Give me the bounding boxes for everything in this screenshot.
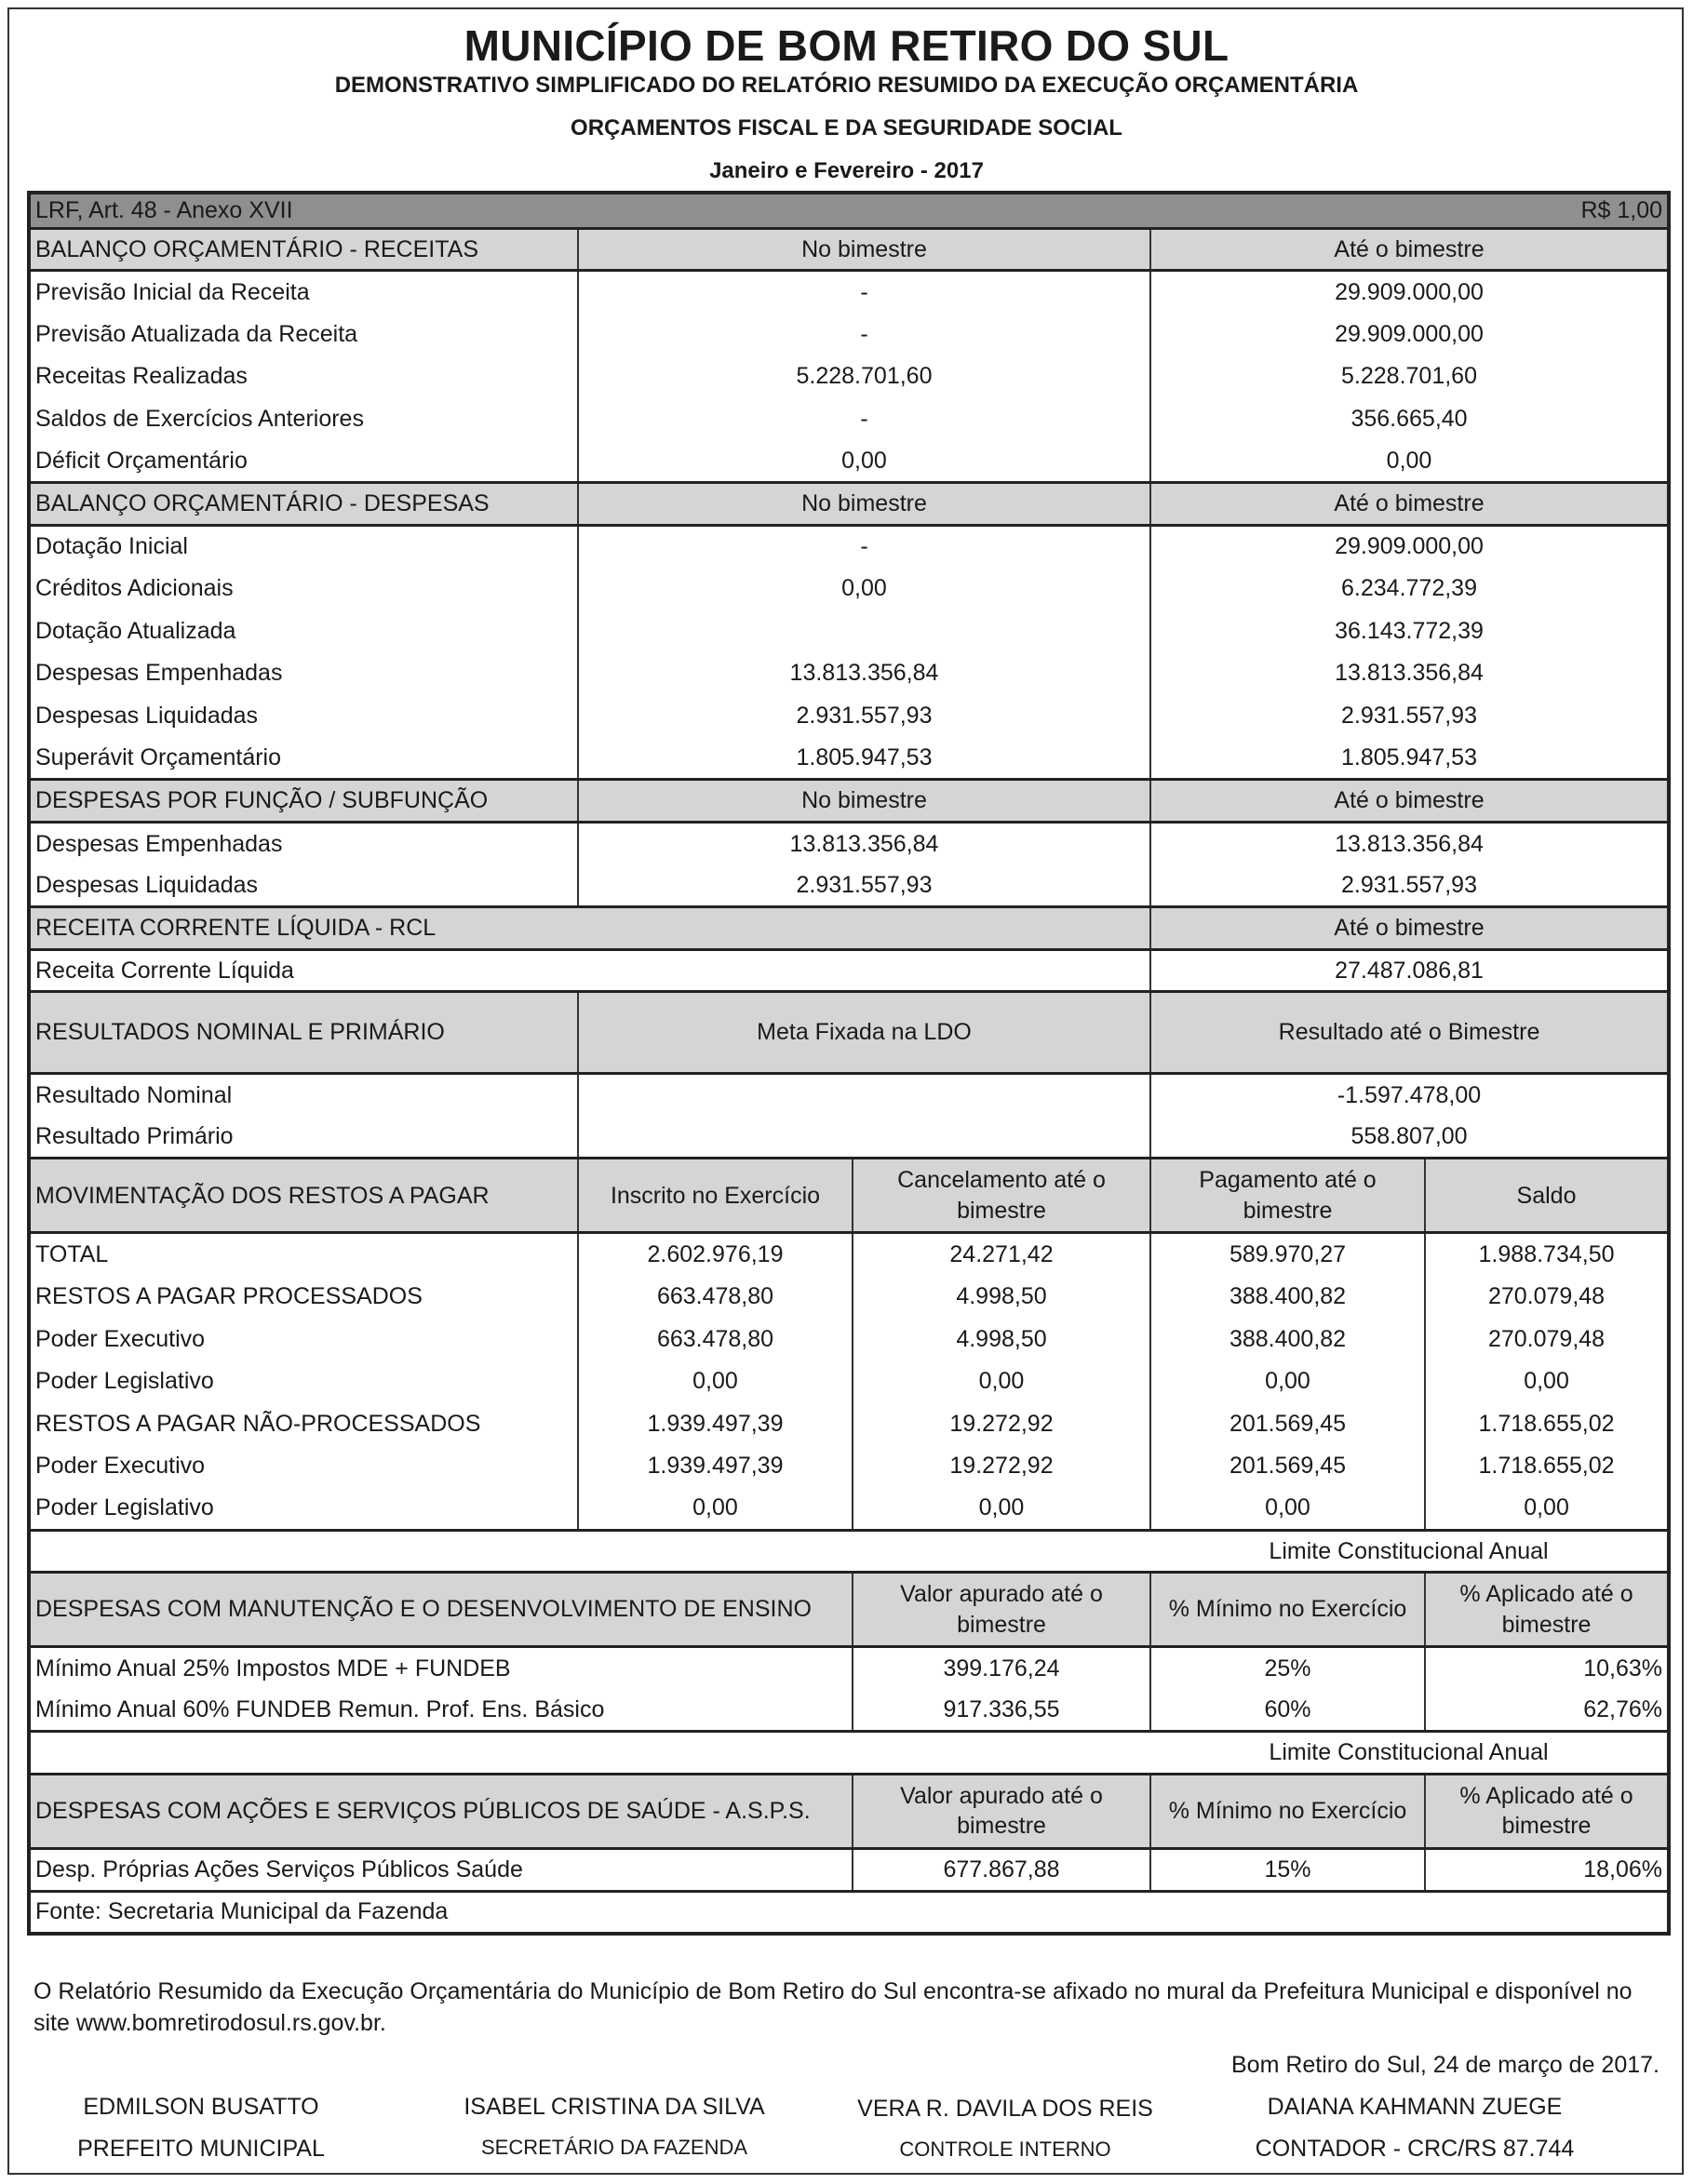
row-label: Receita Corrente Líquida bbox=[35, 957, 294, 984]
cell-value: - bbox=[578, 397, 1150, 440]
section-header-funcao bbox=[29, 780, 1669, 823]
source-row bbox=[29, 1891, 1669, 1934]
row-label: Déficit Orçamentário bbox=[35, 447, 248, 474]
row-label: Receitas Realizadas bbox=[35, 363, 248, 390]
cell-value: 29.909.000,00 bbox=[1150, 271, 1669, 314]
column-header: % Aplicado até o bimestre bbox=[1425, 1774, 1669, 1848]
section-header-receitas bbox=[29, 228, 1669, 271]
cell-value: 1.805.947,53 bbox=[578, 737, 1150, 780]
column-header: No bimestre bbox=[578, 780, 1150, 823]
table-row bbox=[29, 1689, 1669, 1732]
cell-value: 399.176,24 bbox=[853, 1647, 1150, 1690]
cell-value: 270.079,48 bbox=[1425, 1275, 1669, 1318]
table-row bbox=[29, 652, 1669, 695]
cell-value: - bbox=[578, 271, 1150, 314]
cell-value: 201.569,45 bbox=[1150, 1402, 1425, 1445]
cell-value: 589.970,27 bbox=[1150, 1233, 1425, 1276]
section-header-despesas bbox=[29, 483, 1669, 526]
signature-block bbox=[428, 2094, 800, 2160]
table-info-bar bbox=[29, 193, 1669, 228]
table-row bbox=[29, 864, 1669, 907]
cell-value: 0,00 bbox=[1150, 440, 1669, 483]
signer-name: ISABEL CRISTINA DA SILVA bbox=[464, 2094, 765, 2120]
column-header: Até o bimestre bbox=[1150, 228, 1669, 271]
table-row bbox=[29, 610, 1669, 652]
column-header: Saldo bbox=[1425, 1159, 1669, 1233]
row-label: Saldos de Exercícios Anteriores bbox=[35, 405, 364, 432]
row-label: Dotação Inicial bbox=[35, 533, 188, 560]
cell-value: 13.813.356,84 bbox=[1150, 822, 1669, 864]
signature-block bbox=[34, 2094, 369, 2163]
column-header: Até o bimestre bbox=[1150, 780, 1669, 823]
signer-role: PREFEITO MUNICIPAL bbox=[77, 2136, 325, 2162]
cell-value: 388.400,82 bbox=[1150, 1275, 1425, 1318]
cell-value: 270.079,48 bbox=[1425, 1318, 1669, 1360]
section-title: DESPESAS POR FUNÇÃO / SUBFUNÇÃO bbox=[29, 780, 578, 823]
row-label: Poder Legislativo bbox=[35, 1494, 214, 1521]
section-title: RESULTADOS NOMINAL E PRIMÁRIO bbox=[29, 992, 578, 1074]
cell-value: 2.931.557,93 bbox=[1150, 695, 1669, 738]
column-header: % Mínimo no Exercício bbox=[1150, 1573, 1425, 1647]
signer-role: CONTADOR - CRC/RS 87.744 bbox=[1255, 2136, 1575, 2162]
cell-value: - bbox=[578, 525, 1150, 568]
cell-value: 356.665,40 bbox=[1150, 397, 1669, 440]
limit-label: Limite Constitucional Anual bbox=[1150, 1530, 1669, 1573]
cell-value: 27.487.086,81 bbox=[1150, 949, 1669, 992]
table-row bbox=[29, 695, 1669, 738]
cell-value bbox=[578, 1116, 1150, 1159]
column-header: Até o bimestre bbox=[1150, 907, 1669, 950]
row-label: RESTOS A PAGAR NÃO-PROCESSADOS bbox=[35, 1410, 481, 1437]
place-date: Bom Retiro do Sul, 24 de março de 2017. bbox=[1231, 2052, 1659, 2078]
cell-value: 1.718.655,02 bbox=[1425, 1402, 1669, 1445]
publication-note: O Relatório Resumido da Execução Orçamentária do Município de Bom Retiro do Sul encontra-se afixado no mural da Prefeitura Municipal e disponível no site www.bomretirodosul.rs.gov.br. bbox=[34, 1978, 1633, 2036]
row-label: Previsão Atualizada da Receita bbox=[35, 320, 358, 347]
cell-value: 29.909.000,00 bbox=[1150, 525, 1669, 568]
column-header: Meta Fixada na LDO bbox=[578, 992, 1150, 1074]
section-header-restos bbox=[29, 1159, 1669, 1233]
signature-block bbox=[1229, 2094, 1601, 2163]
cell-value: 201.569,45 bbox=[1150, 1445, 1425, 1488]
row-label: Despesas Empenhadas bbox=[35, 830, 283, 857]
column-header: Pagamento até o bimestre bbox=[1150, 1159, 1425, 1233]
cell-value bbox=[578, 1074, 1150, 1117]
cell-value: 24.271,42 bbox=[853, 1233, 1150, 1276]
table-row bbox=[29, 1445, 1669, 1488]
source-note: Fonte: Secretaria Municipal da Fazenda bbox=[29, 1891, 1669, 1934]
cell-value: 0,00 bbox=[1425, 1487, 1669, 1530]
cell-value: 18,06% bbox=[1425, 1848, 1669, 1891]
table-row bbox=[29, 525, 1669, 568]
report-subtitle: DEMONSTRATIVO SIMPLIFICADO DO RELATÓRIO RESUMIDO DA EXECUÇÃO ORÇAMENTÁRIA bbox=[334, 73, 1359, 98]
signer-name: DAIANA KAHMANN ZUEGE bbox=[1267, 2094, 1563, 2120]
column-header: % Mínimo no Exercício bbox=[1150, 1774, 1425, 1848]
column-header: Valor apurado até o bimestre bbox=[853, 1573, 1150, 1647]
cell-value: 10,63% bbox=[1425, 1647, 1669, 1690]
table-row bbox=[29, 440, 1669, 483]
row-label: Poder Executivo bbox=[35, 1325, 206, 1352]
limit-label-row bbox=[29, 1732, 1669, 1775]
table-row bbox=[29, 1233, 1669, 1276]
column-header: Cancelamento até o bimestre bbox=[853, 1159, 1150, 1233]
cell-value: 13.813.356,84 bbox=[1150, 652, 1669, 695]
cell-value: 0,00 bbox=[578, 440, 1150, 483]
signer-name: VERA R. DAVILA DOS REIS bbox=[857, 2096, 1153, 2122]
cell-value: 4.998,50 bbox=[853, 1318, 1150, 1360]
cell-value: 663.478,80 bbox=[578, 1318, 853, 1360]
cell-value: 558.807,00 bbox=[1150, 1116, 1669, 1159]
cell-value: 0,00 bbox=[578, 1487, 853, 1530]
section-header-resultados bbox=[29, 992, 1669, 1074]
table-row bbox=[29, 1487, 1669, 1530]
cell-value: 677.867,88 bbox=[853, 1848, 1150, 1891]
cell-value: 1.939.497,39 bbox=[578, 1402, 853, 1445]
row-label: TOTAL bbox=[35, 1241, 109, 1268]
signer-role: SECRETÁRIO DA FAZENDA bbox=[480, 2136, 748, 2159]
signature-block bbox=[838, 2096, 1173, 2162]
row-label: Despesas Liquidadas bbox=[35, 871, 259, 898]
cell-value: 25% bbox=[1150, 1647, 1425, 1690]
cell-value: 4.998,50 bbox=[853, 1275, 1150, 1318]
cell-value: 1.718.655,02 bbox=[1425, 1445, 1669, 1488]
cell-value: 1.939.497,39 bbox=[578, 1445, 853, 1488]
table-row bbox=[29, 397, 1669, 440]
cell-value: 2.931.557,93 bbox=[578, 864, 1150, 907]
table-row bbox=[29, 1074, 1669, 1117]
cell-value: 60% bbox=[1150, 1689, 1425, 1732]
row-label: Despesas Empenhadas bbox=[35, 660, 283, 687]
table-row bbox=[29, 822, 1669, 864]
cell-value: 36.143.772,39 bbox=[1150, 610, 1669, 652]
cell-value: 29.909.000,00 bbox=[1150, 313, 1669, 355]
signer-role: CONTROLE INTERNO bbox=[899, 2137, 1111, 2161]
cell-value: 1.988.734,50 bbox=[1425, 1233, 1669, 1276]
report-period: Janeiro e Fevereiro - 2017 bbox=[709, 158, 984, 183]
cell-value: 388.400,82 bbox=[1150, 1318, 1425, 1360]
limit-label-row bbox=[29, 1530, 1669, 1573]
cell-value: 13.813.356,84 bbox=[578, 822, 1150, 864]
section-header-rcl bbox=[29, 907, 1669, 950]
cell-value: 19.272,92 bbox=[853, 1402, 1150, 1445]
table-row bbox=[29, 271, 1669, 314]
cell-value: 19.272,92 bbox=[853, 1445, 1150, 1488]
cell-value: 5.228.701,60 bbox=[1150, 355, 1669, 398]
cell-value: 917.336,55 bbox=[853, 1689, 1150, 1732]
row-label: Previsão Inicial da Receita bbox=[35, 278, 310, 305]
cell-value: 1.805.947,53 bbox=[1150, 737, 1669, 780]
lrf-reference: LRF, Art. 48 - Anexo XVII bbox=[29, 193, 1425, 228]
cell-value bbox=[578, 610, 1150, 652]
section-title: RECEITA CORRENTE LÍQUIDA - RCL bbox=[29, 907, 1150, 950]
row-label: RESTOS A PAGAR PROCESSADOS bbox=[35, 1283, 423, 1310]
row-label: Resultado Primário bbox=[35, 1123, 234, 1150]
section-title: DESPESAS COM MANUTENÇÃO E O DESENVOLVIMENTO DE ENSINO bbox=[29, 1573, 853, 1647]
column-header: Inscrito no Exercício bbox=[578, 1159, 853, 1233]
row-label: Mínimo Anual 60% FUNDEB Remun. Prof. Ens. Básico bbox=[35, 1696, 605, 1723]
cell-value: -1.597.478,00 bbox=[1150, 1074, 1669, 1117]
section-title: BALANÇO ORÇAMENTÁRIO - DESPESAS bbox=[29, 483, 578, 526]
table-row bbox=[29, 568, 1669, 610]
row-label: Desp. Próprias Ações Serviços Públicos Saúde bbox=[35, 1856, 523, 1883]
cell-value: 15% bbox=[1150, 1848, 1425, 1891]
cell-value: 0,00 bbox=[853, 1360, 1150, 1403]
column-header: Resultado até o Bimestre bbox=[1150, 992, 1669, 1074]
row-label: Resultado Nominal bbox=[35, 1081, 233, 1108]
cell-value: 0,00 bbox=[853, 1487, 1150, 1530]
column-header: No bimestre bbox=[578, 483, 1150, 526]
cell-value: 0,00 bbox=[1425, 1360, 1669, 1403]
table-row bbox=[29, 1275, 1669, 1318]
currency-unit: R$ 1,00 bbox=[1425, 193, 1669, 228]
cell-value: 5.228.701,60 bbox=[578, 355, 1150, 398]
table-row bbox=[29, 313, 1669, 355]
section-title: BALANÇO ORÇAMENTÁRIO - RECEITAS bbox=[29, 228, 578, 271]
cell-value: 6.234.772,39 bbox=[1150, 568, 1669, 610]
section-header-saude bbox=[29, 1774, 1669, 1848]
cell-value: 62,76% bbox=[1425, 1689, 1669, 1732]
row-label: Mínimo Anual 25% Impostos MDE + FUNDEB bbox=[35, 1655, 511, 1682]
cell-value: 0,00 bbox=[578, 1360, 853, 1403]
cell-value: 663.478,80 bbox=[578, 1275, 853, 1318]
table-row bbox=[29, 1848, 1669, 1891]
cell-value: 2.931.557,93 bbox=[1150, 864, 1669, 907]
cell-value: 2.931.557,93 bbox=[578, 695, 1150, 738]
column-header: Valor apurado até o bimestre bbox=[853, 1774, 1150, 1848]
cell-value: 0,00 bbox=[578, 568, 1150, 610]
table-row bbox=[29, 1360, 1669, 1403]
municipality-title: MUNICÍPIO DE BOM RETIRO DO SUL bbox=[464, 21, 1229, 70]
row-label: Poder Executivo bbox=[35, 1453, 206, 1480]
table-row bbox=[29, 1318, 1669, 1360]
column-header: Até o bimestre bbox=[1150, 483, 1669, 526]
signer-name: EDMILSON BUSATTO bbox=[83, 2094, 319, 2120]
row-label: Despesas Liquidadas bbox=[35, 703, 259, 730]
section-title: DESPESAS COM AÇÕES E SERVIÇOS PÚBLICOS DE SAÚDE - A.S.P.S. bbox=[29, 1774, 853, 1848]
budget-subtitle: ORÇAMENTOS FISCAL E DA SEGURIDADE SOCIAL bbox=[571, 115, 1122, 141]
table-row bbox=[29, 1402, 1669, 1445]
cell-value: 13.813.356,84 bbox=[578, 652, 1150, 695]
budget-report-table bbox=[27, 191, 1671, 1936]
limit-label: Limite Constitucional Anual bbox=[1150, 1732, 1669, 1775]
table-row bbox=[29, 1647, 1669, 1690]
table-row bbox=[29, 355, 1669, 398]
section-title: MOVIMENTAÇÃO DOS RESTOS A PAGAR bbox=[29, 1159, 578, 1233]
column-header: No bimestre bbox=[578, 228, 1150, 271]
column-header: % Aplicado até o bimestre bbox=[1425, 1573, 1669, 1647]
cell-value: 0,00 bbox=[1150, 1360, 1425, 1403]
cell-value: 0,00 bbox=[1150, 1487, 1425, 1530]
table-row bbox=[29, 737, 1669, 780]
table-row bbox=[29, 949, 1669, 992]
row-label: Créditos Adicionais bbox=[35, 575, 234, 602]
row-label: Dotação Atualizada bbox=[35, 617, 236, 644]
cell-value: 2.602.976,19 bbox=[578, 1233, 853, 1276]
cell-value: - bbox=[578, 313, 1150, 355]
table-row bbox=[29, 1116, 1669, 1159]
row-label: Poder Legislativo bbox=[35, 1368, 214, 1395]
row-label: Superávit Orçamentário bbox=[35, 744, 282, 770]
section-header-ensino bbox=[29, 1573, 1669, 1647]
